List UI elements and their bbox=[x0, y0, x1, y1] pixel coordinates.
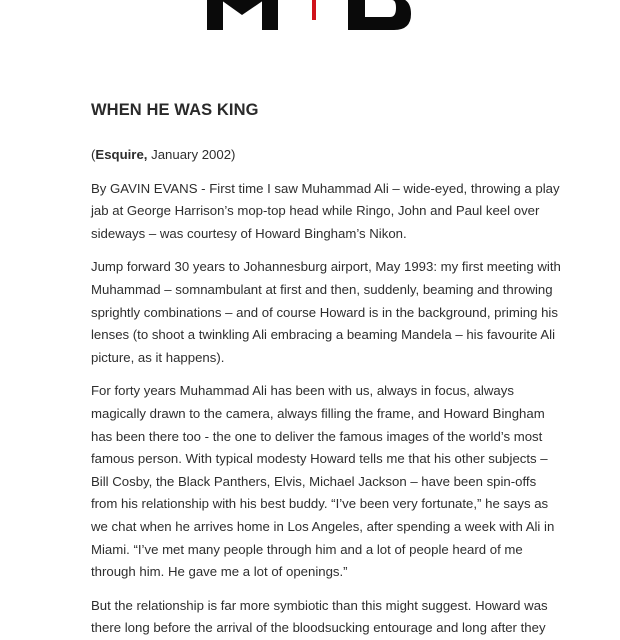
paragraph-1 bbox=[91, 178, 560, 246]
paragraph-line: lenses (to shoot a twinkling Ali embracing a beaming Mandela – his favourite Ali bbox=[91, 327, 556, 343]
paragraph-line: sprightly combinations – and of course Howard is in the background, priming his bbox=[91, 304, 558, 320]
paragraph-line: we chat when he arrives home in Los Angeles, after spending a week with Ali in bbox=[91, 518, 555, 534]
paragraph-line: through him. He gave me a lot of openings.” bbox=[91, 564, 348, 580]
paragraph-line: Jump forward 30 years to Johannesburg airport, May 1993: my first meeting with bbox=[91, 259, 561, 275]
paragraph-line: from his relationship with his best buddy. “I’ve been very fortunate,” he says as bbox=[91, 496, 549, 512]
paragraph-line: famous person. With typical modesty Howard tells me that his other subjects – bbox=[91, 451, 548, 467]
paragraph-line: has been there too - the one to deliver the famous images of the world’s most bbox=[91, 428, 543, 444]
paragraph-line: picture, as it happens). bbox=[91, 349, 225, 365]
logo-graphic bbox=[0, 0, 620, 32]
paragraph-line: Muhammad – somnambulant at first and then, suddenly, beaming and throwing bbox=[91, 281, 553, 297]
article bbox=[91, 99, 561, 640]
source-publication: Esquire, bbox=[95, 147, 148, 162]
logo-letter-b bbox=[348, 0, 411, 30]
article-title: WHEN HE WAS KING bbox=[91, 101, 259, 119]
logo-red-bar bbox=[312, 0, 316, 20]
paragraph-line: there long before the arrival of the bloodsucking entourage and long after they bbox=[91, 620, 546, 636]
paragraph-2 bbox=[91, 256, 561, 369]
paragraph-line: By GAVIN EVANS - First time I saw Muhammad Ali – wide-eyed, throwing a play bbox=[91, 180, 560, 196]
source-open-paren: ( bbox=[91, 147, 96, 162]
paragraph-line: magically drawn to the camera, always filling the frame, and Howard Bingham bbox=[91, 405, 545, 421]
paragraph-line: Miami. “I’ve met many people through him and a lot of people heard of me bbox=[91, 541, 523, 557]
paragraph-line: jab at George Harrison’s mop-top head while Ringo, John and Paul keel over bbox=[91, 203, 540, 219]
logo-letter-m bbox=[207, 0, 278, 30]
paragraph-3 bbox=[91, 380, 555, 583]
paragraph-line: sideways – was courtesy of Howard Bingham’s Nikon. bbox=[91, 225, 407, 241]
mb-logo bbox=[0, 0, 620, 32]
paragraph-4 bbox=[91, 595, 548, 640]
paragraph-line: But the relationship is far more symbiotic than this might suggest. Howard was bbox=[91, 597, 548, 613]
source-date: January 2002) bbox=[147, 147, 236, 162]
article-source bbox=[91, 144, 541, 167]
paragraph-line: Bill Cosby, the Black Panthers, Elvis, Michael Jackson – have been spin-offs bbox=[91, 473, 537, 489]
paragraph-line: For forty years Muhammad Ali has been with us, always in focus, always bbox=[91, 383, 514, 399]
